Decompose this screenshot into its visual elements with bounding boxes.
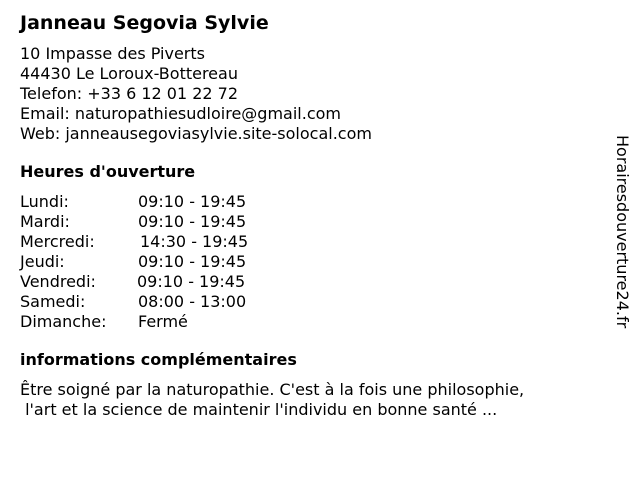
info-heading: informations complémentaires xyxy=(20,350,297,369)
phone-line: Telefon: +33 6 12 01 22 72 xyxy=(20,84,239,103)
info-text-line-2: l'art et la science de maintenir l'individu en bonne santé ... xyxy=(20,400,498,419)
hours-row xyxy=(20,272,600,292)
day-hours: 08:00 - 13:00 xyxy=(138,292,247,311)
day-label: Mardi: xyxy=(20,212,70,231)
day-label: Samedi: xyxy=(20,292,86,311)
day-hours: 09:10 - 19:45 xyxy=(138,212,247,231)
day-hours: 09:10 - 19:45 xyxy=(137,272,246,291)
day-label: Jeudi: xyxy=(20,252,65,271)
hours-heading: Heures d'ouverture xyxy=(20,162,196,181)
info-text-line-1: Être soigné par la naturopathie. C'est à la fois une philosophie, xyxy=(20,380,525,399)
watermark-text: Horairesdouverture24.fr xyxy=(613,135,632,329)
day-hours: 09:10 - 19:45 xyxy=(138,252,247,271)
day-hours: Fermé xyxy=(138,312,188,331)
hours-row xyxy=(20,292,600,312)
day-label: Dimanche: xyxy=(20,312,107,331)
hours-row xyxy=(20,212,600,232)
day-hours: 09:10 - 19:45 xyxy=(138,192,247,211)
email-line: Email: naturopathiesudloire@gmail.com xyxy=(20,104,341,123)
day-label: Vendredi: xyxy=(20,272,96,291)
address-line-1: 10 Impasse des Piverts xyxy=(20,44,205,63)
day-label: Mercredi: xyxy=(20,232,95,251)
business-name: Janneau Segovia Sylvie xyxy=(20,12,269,34)
day-label: Lundi: xyxy=(20,192,69,211)
web-line: Web: janneausegoviasylvie.site-solocal.com xyxy=(20,124,372,143)
hours-row xyxy=(20,232,600,252)
address-line-2: 44430 Le Loroux-Bottereau xyxy=(20,64,238,83)
hours-row xyxy=(20,252,600,272)
hours-row xyxy=(20,192,600,212)
hours-table xyxy=(20,192,600,332)
business-card xyxy=(20,10,600,420)
day-hours: 14:30 - 19:45 xyxy=(140,232,249,251)
hours-row xyxy=(20,312,600,332)
